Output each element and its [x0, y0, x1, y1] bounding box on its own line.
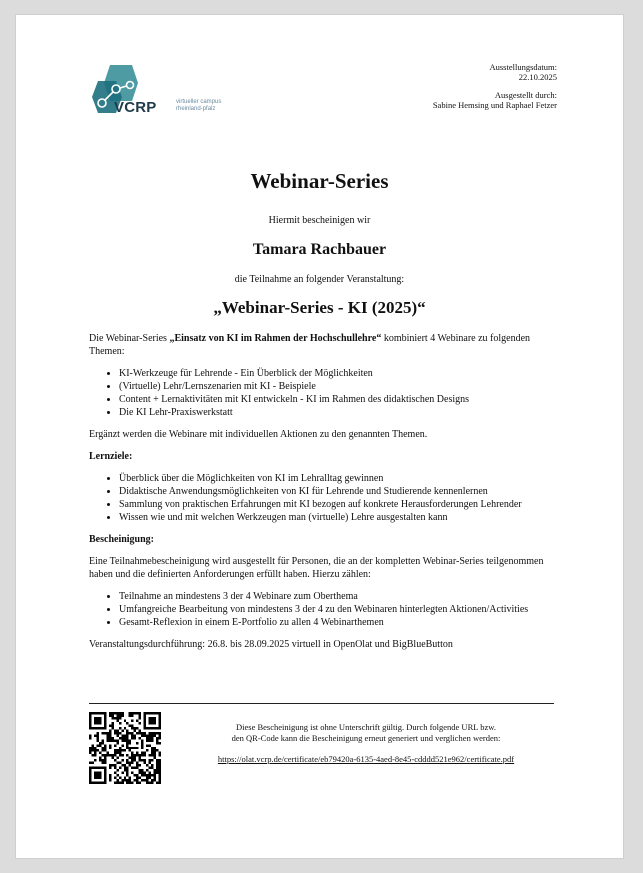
vcrp-logo — [86, 63, 246, 123]
footer-divider — [89, 703, 554, 704]
list-item: • Content + Lernaktivitäten mit KI entwickeln - KI im Rahmen des didaktischen Designs — [119, 393, 559, 406]
list-item: • Didaktische Anwendungsmöglichkeiten von KI für Lehrende und Studierende kennenlernen — [119, 485, 559, 498]
list-item: • Die KI Lehr-Praxiswerkstatt — [119, 406, 559, 419]
issue-date-label: Ausstellungsdatum: — [489, 62, 557, 72]
goals-list — [89, 472, 559, 524]
certificate-body — [89, 332, 559, 660]
list-item: • Überblick über die Möglichkeiten von KI im Lehralltag gewinnen — [119, 472, 559, 485]
certificate-title: Webinar-Series — [250, 169, 389, 193]
event-title: „Webinar-Series - KI (2025)“ — [213, 298, 426, 317]
conduct-text: Veranstaltungsdurchführung: 26.8. bis 28.09.2025 virtuell in OpenOlat und BigBlueButton — [89, 639, 453, 650]
intro-text-2: die Teilnahme an folgender Veranstaltung: — [234, 274, 405, 285]
list-item: • Umfangreiche Bearbeitung von mindestens 3 der 4 zu den Webinaren hinterlegten Aktionen/Activities — [119, 603, 559, 616]
intro-text: Hiermit bescheinigen wir — [268, 215, 371, 226]
participant-name: Tamara Rachbauer — [252, 241, 387, 258]
description: Die Webinar-Series „Einsatz von KI im Rahmen der Hochschullehre“ kombiniert 4 Webinare zu folgenden Themen: — [89, 333, 531, 357]
issued-by-label: Ausgestellt durch: — [494, 90, 557, 100]
issued-by: Sabine Hemsing und Raphael Fetzer — [432, 100, 557, 110]
certificate-page — [16, 15, 623, 858]
list-item: • Teilnahme an mindestens 3 der 4 Webinare zum Oberthema — [119, 590, 559, 603]
list-item: • Wissen wie und mit welchen Werkzeugen man (virtuelle) Lehre ausgestalten kann — [119, 511, 559, 524]
list-item: • Gesamt-Reflexion in einem E-Portfolio zu allen 4 Webinarthemen — [119, 616, 559, 629]
requirements-list — [89, 590, 559, 629]
certificate-text: Eine Teilnahmebescheinigung wird ausgestellt für Personen, die an der kompletten Webinar-Series teilgenommen haben und die definierten Anforderungen erfüllt haben. Hierzu zählen: — [89, 556, 544, 580]
goals-heading: Lernziele: — [89, 451, 133, 462]
list-item: • Sammlung von praktischen Erfahrungen mit KI bezogen auf konkrete Herausforderungen Lehrender — [119, 498, 559, 511]
supplement-text: Ergänzt werden die Webinare mit individuellen Aktionen zu den genannten Themen. — [89, 429, 428, 440]
footer-line-1: Diese Bescheinigung ist ohne Unterschrift gültig. Durch folgende URL bzw. — [236, 722, 496, 732]
logo-subtitle: virtueller campus rheinland-pfalz — [176, 99, 222, 112]
certificate-heading: Bescheinigung: — [89, 534, 155, 545]
list-item: • (Virtuelle) Lehr/Lernszenarien mit KI - Beispiele — [119, 380, 559, 393]
footer-line-2: den QR-Code kann die Bescheinigung erneut generiert und verglichen werden: — [231, 733, 501, 743]
issue-date: 22.10.2025 — [518, 72, 557, 82]
topics-list — [89, 367, 559, 419]
certificate-meta — [433, 62, 557, 110]
logo-brand: VCRP — [114, 99, 157, 116]
footer-note — [196, 722, 536, 765]
certificate-url-link[interactable]: https://olat.vcrp.de/certificate/eb79420a-6135-4aed-8e45-cdddd521e962/certificate.pdf — [217, 754, 515, 764]
qr-code[interactable] — [89, 712, 161, 784]
list-item: • KI-Werkzeuge für Lehrende - Ein Überblick der Möglichkeiten — [119, 367, 559, 380]
